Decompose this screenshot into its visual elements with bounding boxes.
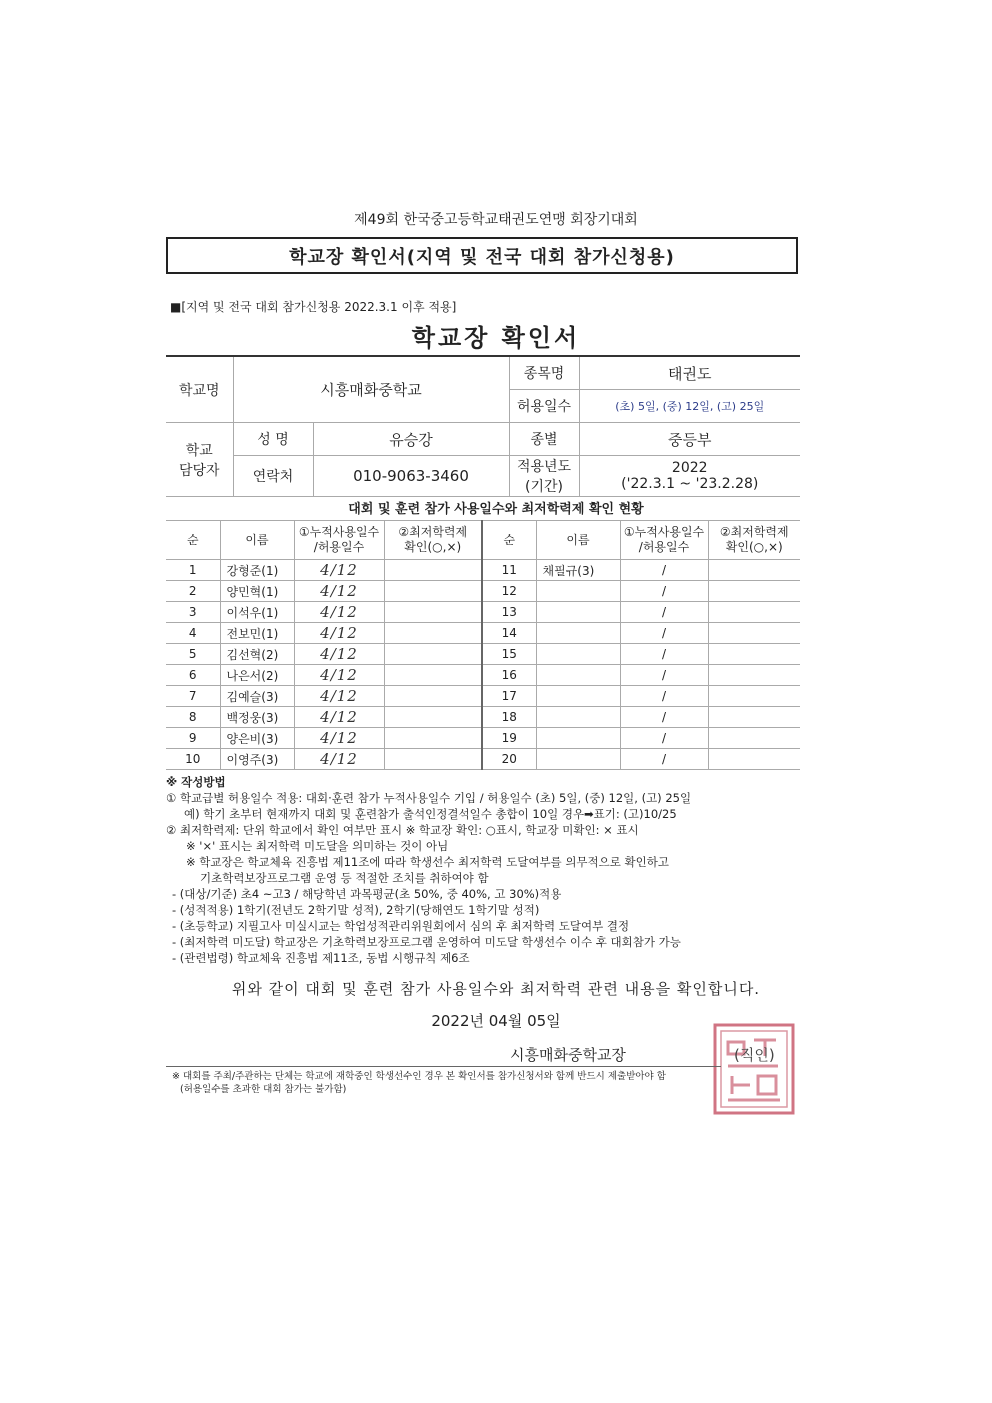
row-days: 4/12 — [294, 644, 384, 665]
usage-status-table — [166, 520, 800, 770]
row-no: 1 — [166, 560, 220, 581]
row-no: 10 — [166, 749, 220, 770]
method-line: - (성적적용) 1학기(전년도 2학기말 성적), 2학기(당해연도 1학기말 성적) — [172, 903, 540, 917]
col-name-right: 이름 — [536, 521, 620, 560]
document-header-box: 학교장 확인서(지역 및 전국 대회 참가신청용) — [166, 237, 798, 274]
row-min — [384, 728, 482, 749]
col-days — [294, 521, 384, 560]
col-min — [384, 521, 482, 560]
table-row — [166, 581, 800, 602]
method-heading: ※ 작성방법 — [166, 775, 226, 789]
row-no: 3 — [166, 602, 220, 623]
row-days: 4/12 — [294, 665, 384, 686]
principal-name: 시흥매화중학교장 — [510, 1046, 626, 1064]
division-label: 종별 — [509, 423, 579, 456]
row-days: 4/12 — [294, 581, 384, 602]
col-days-right-line-2: /허용일수 — [638, 540, 690, 554]
row-min-right — [708, 686, 800, 707]
row-min — [384, 560, 482, 581]
row-no: 4 — [166, 623, 220, 644]
row-min — [384, 602, 482, 623]
name-label: 성 명 — [233, 423, 313, 456]
row-name-right — [536, 749, 620, 770]
row-min — [384, 665, 482, 686]
usage-table-body — [166, 560, 800, 770]
col-name: 이름 — [220, 521, 294, 560]
row-no-right: 13 — [482, 602, 536, 623]
row-no-right: 11 — [482, 560, 536, 581]
method-line: ※ 학교장은 학교체육 진흥법 제11조에 따라 학생선수 최저학력 도달여부를 의무적으로 확인하고 — [186, 855, 669, 869]
row-days-right: / — [620, 581, 708, 602]
method-line: ① 학교급별 허용일수 적용: 대회·훈련 참가 누적사용일수 기입 / 허용일수 (초) 5일, (중) 12일, (고) 25일 — [166, 791, 692, 805]
table-row — [166, 749, 800, 770]
row-min — [384, 749, 482, 770]
allowed-days-label: 허용일수 — [509, 390, 579, 423]
allowed-days-value: (초) 5일, (중) 12일, (고) 25일 — [579, 390, 800, 423]
year-value-line-2: ('22.3.1 ~ '23.2.28) — [621, 476, 759, 492]
application-note: ■[지역 및 전국 대회 참가신청용 2022.3.1 이후 적용] — [170, 300, 457, 314]
table-row — [166, 602, 800, 623]
row-name-right — [536, 581, 620, 602]
col-days-right — [620, 521, 708, 560]
event-value: 태권도 — [579, 356, 800, 390]
year-value — [579, 456, 800, 497]
row-days-right: / — [620, 623, 708, 644]
writing-method — [166, 774, 806, 966]
col-min-line-1: ②최저학력제 — [398, 525, 468, 539]
manager-label — [166, 423, 233, 497]
school-label: 학교명 — [166, 356, 233, 423]
row-days: 4/12 — [294, 623, 384, 644]
row-days-right: / — [620, 707, 708, 728]
year-label-line-2: (기간) — [525, 479, 563, 495]
col-min-right-line-1: ②최저학력제 — [719, 525, 789, 539]
row-min-right — [708, 707, 800, 728]
row-name: 백정웅(3) — [220, 707, 294, 728]
row-no-right: 20 — [482, 749, 536, 770]
row-min-right — [708, 560, 800, 581]
table-row — [166, 665, 800, 686]
row-name-right — [536, 665, 620, 686]
row-days-right: / — [620, 686, 708, 707]
year-label-line-1: 적용년도 — [516, 459, 572, 475]
manager-label-line-2: 담당자 — [178, 462, 220, 479]
row-no: 6 — [166, 665, 220, 686]
method-line: - (관련법령) 학교체육 진흥법 제11조, 동법 시행규칙 제6조 — [172, 951, 470, 965]
row-days-right: / — [620, 728, 708, 749]
row-name: 양민혁(1) — [220, 581, 294, 602]
row-name-right: 채필규(3) — [536, 560, 620, 581]
method-line: 예) 학기 초부터 현재까지 대회 및 훈련참가 출석인정결석일수 총합이 10일 경우➡표기: (고)10/25 — [184, 807, 677, 821]
row-days-right: / — [620, 602, 708, 623]
row-days-right: / — [620, 560, 708, 581]
row-name-right — [536, 707, 620, 728]
row-min-right — [708, 728, 800, 749]
school-info-table — [166, 355, 800, 497]
method-line: - (대상/기준) 초4 ~고3 / 해당학년 과목평균(초 50%, 중 40%, 고 30%)적용 — [172, 887, 562, 901]
row-name: 전보민(1) — [220, 623, 294, 644]
row-min-right — [708, 644, 800, 665]
contest-title: 제49회 한국중고등학교태권도연맹 회장기대회 — [354, 212, 638, 228]
method-line: - (초등학교) 지필고사 미실시교는 학업성적관리위원회에서 심의 후 최저학력 도달여부 결정 — [172, 919, 630, 933]
col-days-right-line-1: ①누적사용일수 — [623, 525, 705, 539]
manager-label-line-1: 학교 — [185, 442, 213, 459]
col-min-right — [708, 521, 800, 560]
row-name: 이영주(3) — [220, 749, 294, 770]
row-name: 양은비(3) — [220, 728, 294, 749]
row-name: 김선혁(2) — [220, 644, 294, 665]
status-title: 대회 및 훈련 참가 사용일수와 최저학력제 확인 현황 — [348, 502, 644, 517]
table-row — [166, 644, 800, 665]
table-row — [166, 623, 800, 644]
row-min-right — [708, 749, 800, 770]
col-days-line-1: ①누적사용일수 — [298, 525, 380, 539]
footer-note — [172, 1070, 792, 1096]
row-days-right: / — [620, 749, 708, 770]
row-days: 4/12 — [294, 602, 384, 623]
row-no: 7 — [166, 686, 220, 707]
row-min — [384, 707, 482, 728]
row-min — [384, 644, 482, 665]
table-row — [166, 728, 800, 749]
method-line: ※ '×' 표시는 최저학력 미도달을 의미하는 것이 아님 — [186, 839, 449, 853]
method-line: 기초학력보장프로그램 운영 등 적절한 조치를 취하여야 함 — [200, 871, 489, 885]
row-min — [384, 686, 482, 707]
row-no-right: 15 — [482, 644, 536, 665]
col-no-right: 순 — [482, 521, 536, 560]
row-no: 8 — [166, 707, 220, 728]
row-min-right — [708, 602, 800, 623]
row-no: 9 — [166, 728, 220, 749]
event-label: 종목명 — [509, 356, 579, 390]
method-line: - (최저학력 미도달) 학교장은 기초학력보장프로그램 운영하여 미도달 학생선수 이수 후 대회참가 가능 — [172, 935, 681, 949]
col-days-line-2: /허용일수 — [313, 540, 365, 554]
row-name-right — [536, 686, 620, 707]
row-name: 강형준(1) — [220, 560, 294, 581]
row-min-right — [708, 665, 800, 686]
row-days: 4/12 — [294, 707, 384, 728]
school-seal-stamp — [712, 1022, 796, 1116]
row-name-right — [536, 602, 620, 623]
row-no-right: 16 — [482, 665, 536, 686]
seal-text: (직인) — [734, 1046, 775, 1064]
col-no: 순 — [166, 521, 220, 560]
row-name-right — [536, 644, 620, 665]
division-value: 중등부 — [579, 423, 800, 456]
row-no-right: 12 — [482, 581, 536, 602]
row-name: 나은서(2) — [220, 665, 294, 686]
footer-divider — [166, 1066, 721, 1067]
method-line: ② 최저학력제: 단위 학교에서 확인 여부만 표시 ※ 학교장 확인: ○표시, 학교장 미확인: × 표시 — [166, 823, 639, 837]
row-days: 4/12 — [294, 728, 384, 749]
table-row — [166, 560, 800, 581]
school-value: 시흥매화중학교 — [233, 356, 509, 423]
row-days-right: / — [620, 665, 708, 686]
document-date: 2022년 04월 05일 — [431, 1012, 561, 1030]
row-min-right — [708, 581, 800, 602]
row-min — [384, 623, 482, 644]
row-days: 4/12 — [294, 560, 384, 581]
row-min-right — [708, 623, 800, 644]
name-value: 유승강 — [313, 423, 509, 456]
row-days-right: / — [620, 644, 708, 665]
row-no-right: 18 — [482, 707, 536, 728]
contact-value: 010-9063-3460 — [313, 456, 509, 497]
row-no-right: 17 — [482, 686, 536, 707]
table-row — [166, 707, 800, 728]
row-days: 4/12 — [294, 686, 384, 707]
col-min-right-line-2: 확인(○,×) — [725, 540, 783, 554]
footer-note-line: (허용일수를 초과한 대회 참가는 불가함) — [180, 1084, 347, 1095]
row-days: 4/12 — [294, 749, 384, 770]
footer-note-line: ※ 대회를 주최/주관하는 단체는 학교에 재학중인 학생선수인 경우 본 확인서를 참가신청서와 함께 반드시 제출받아야 함 — [172, 1071, 666, 1082]
row-no-right: 19 — [482, 728, 536, 749]
col-min-line-2: 확인(○,×) — [404, 540, 462, 554]
row-no: 5 — [166, 644, 220, 665]
contact-label: 연락처 — [233, 456, 313, 497]
year-label — [509, 456, 579, 497]
year-value-line-1: 2022 — [671, 460, 708, 476]
document-title: 학교장 확인서 — [411, 324, 581, 352]
row-name-right — [536, 623, 620, 644]
row-no-right: 14 — [482, 623, 536, 644]
confirm-statement: 위와 같이 대회 및 훈련 참가 사용일수와 최저학력 관련 내용을 확인합니다. — [231, 980, 761, 998]
row-no: 2 — [166, 581, 220, 602]
row-name-right — [536, 728, 620, 749]
table-row — [166, 686, 800, 707]
row-min — [384, 581, 482, 602]
row-name: 김예슬(3) — [220, 686, 294, 707]
row-name: 이석우(1) — [220, 602, 294, 623]
